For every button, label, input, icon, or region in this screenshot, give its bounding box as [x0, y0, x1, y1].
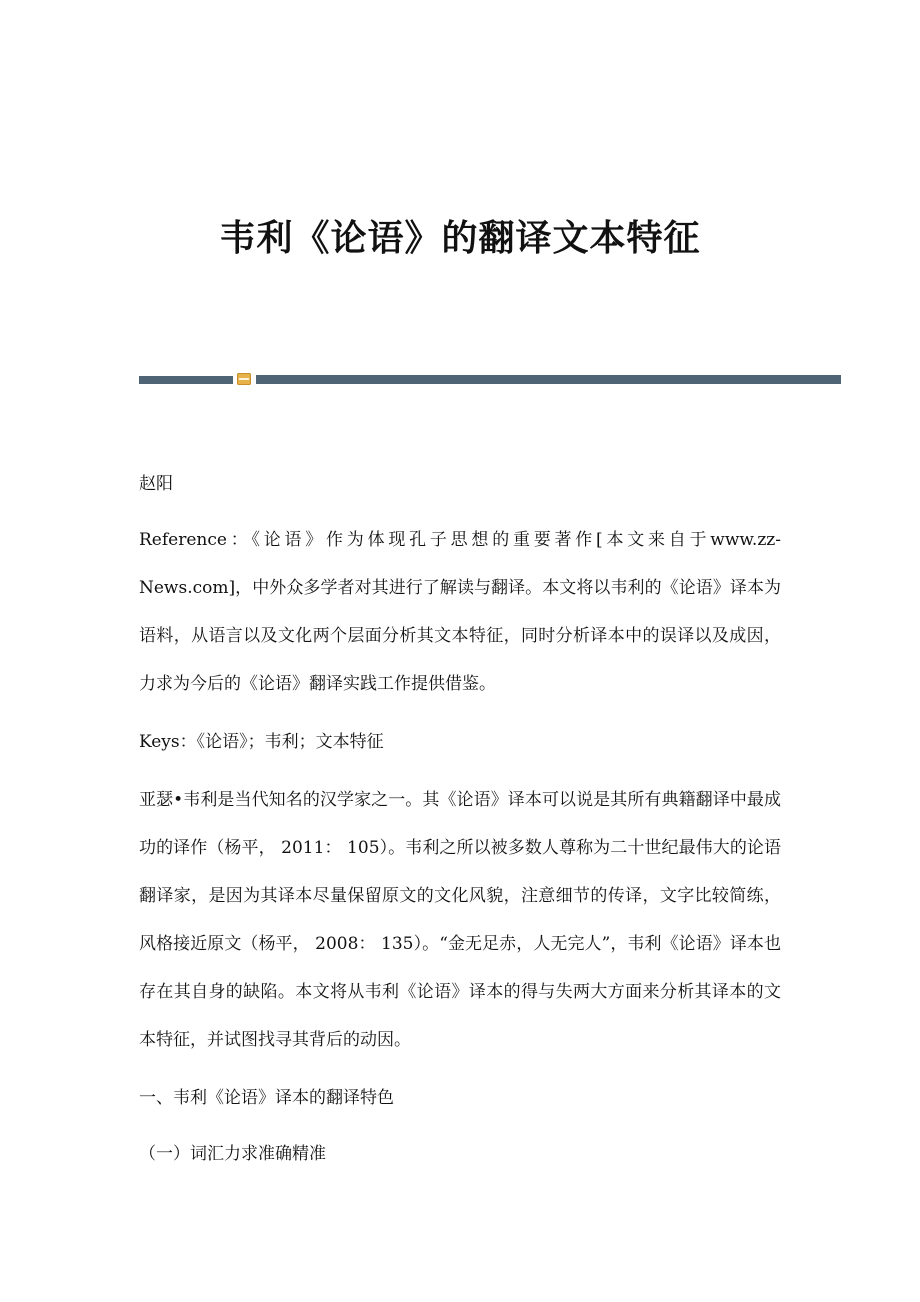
keywords-paragraph — [139, 718, 781, 766]
abstract-paragraph — [139, 516, 781, 708]
abstract-label: Reference： — [139, 530, 252, 550]
document-body — [139, 460, 781, 1178]
subsection-heading: （一）词汇力求准确精准 — [139, 1144, 326, 1164]
author-name: 赵阳 — [139, 474, 173, 494]
divider-bar-right — [256, 375, 841, 384]
divider-bar-left — [139, 376, 233, 384]
section-heading: 一、韦利《论语》译本的翻译特色 — [139, 1088, 394, 1108]
title-divider — [139, 372, 841, 386]
document-title: 韦利《论语》的翻译文本特征 — [219, 217, 701, 259]
keywords-text: 《论语》；韦利；文本特征 — [196, 732, 384, 752]
keywords-label: Keys： — [139, 732, 197, 752]
divider-ornament-icon — [237, 373, 251, 385]
abstract-text: 《论语》作为体现孔子思想的重要著作[本文来自于www.zz-News.com]，中外众多学者对其进行了解读与翻译。本文将以韦利的《论语》译本为语料，从语言以及文化两个层面分析其文本特征，同时分析译本中的误译以及成因，力求为今后的《论语》翻译实践工作提供借鉴。 — [139, 530, 781, 694]
body-paragraph: 亚瑟•韦利是当代知名的汉学家之一。其《论语》译本可以说是其所有典籍翻译中最成功的译作（杨平， 2011： 105）。韦利之所以被多数人尊称为二十世纪最伟大的论语翻译家，是因为其译本尽量保留原文的文化风貌，注意细节的传译，文字比较简练，风格接近原文（杨平， 2008： 135）。“金无足赤，人无完人”，韦利《论语》译本也存在其自身的缺陷。本文将从韦利《论语》译本的得与失两大方面来分析其译本的文本特征，并试图找寻其背后的动因。 — [139, 790, 781, 1050]
